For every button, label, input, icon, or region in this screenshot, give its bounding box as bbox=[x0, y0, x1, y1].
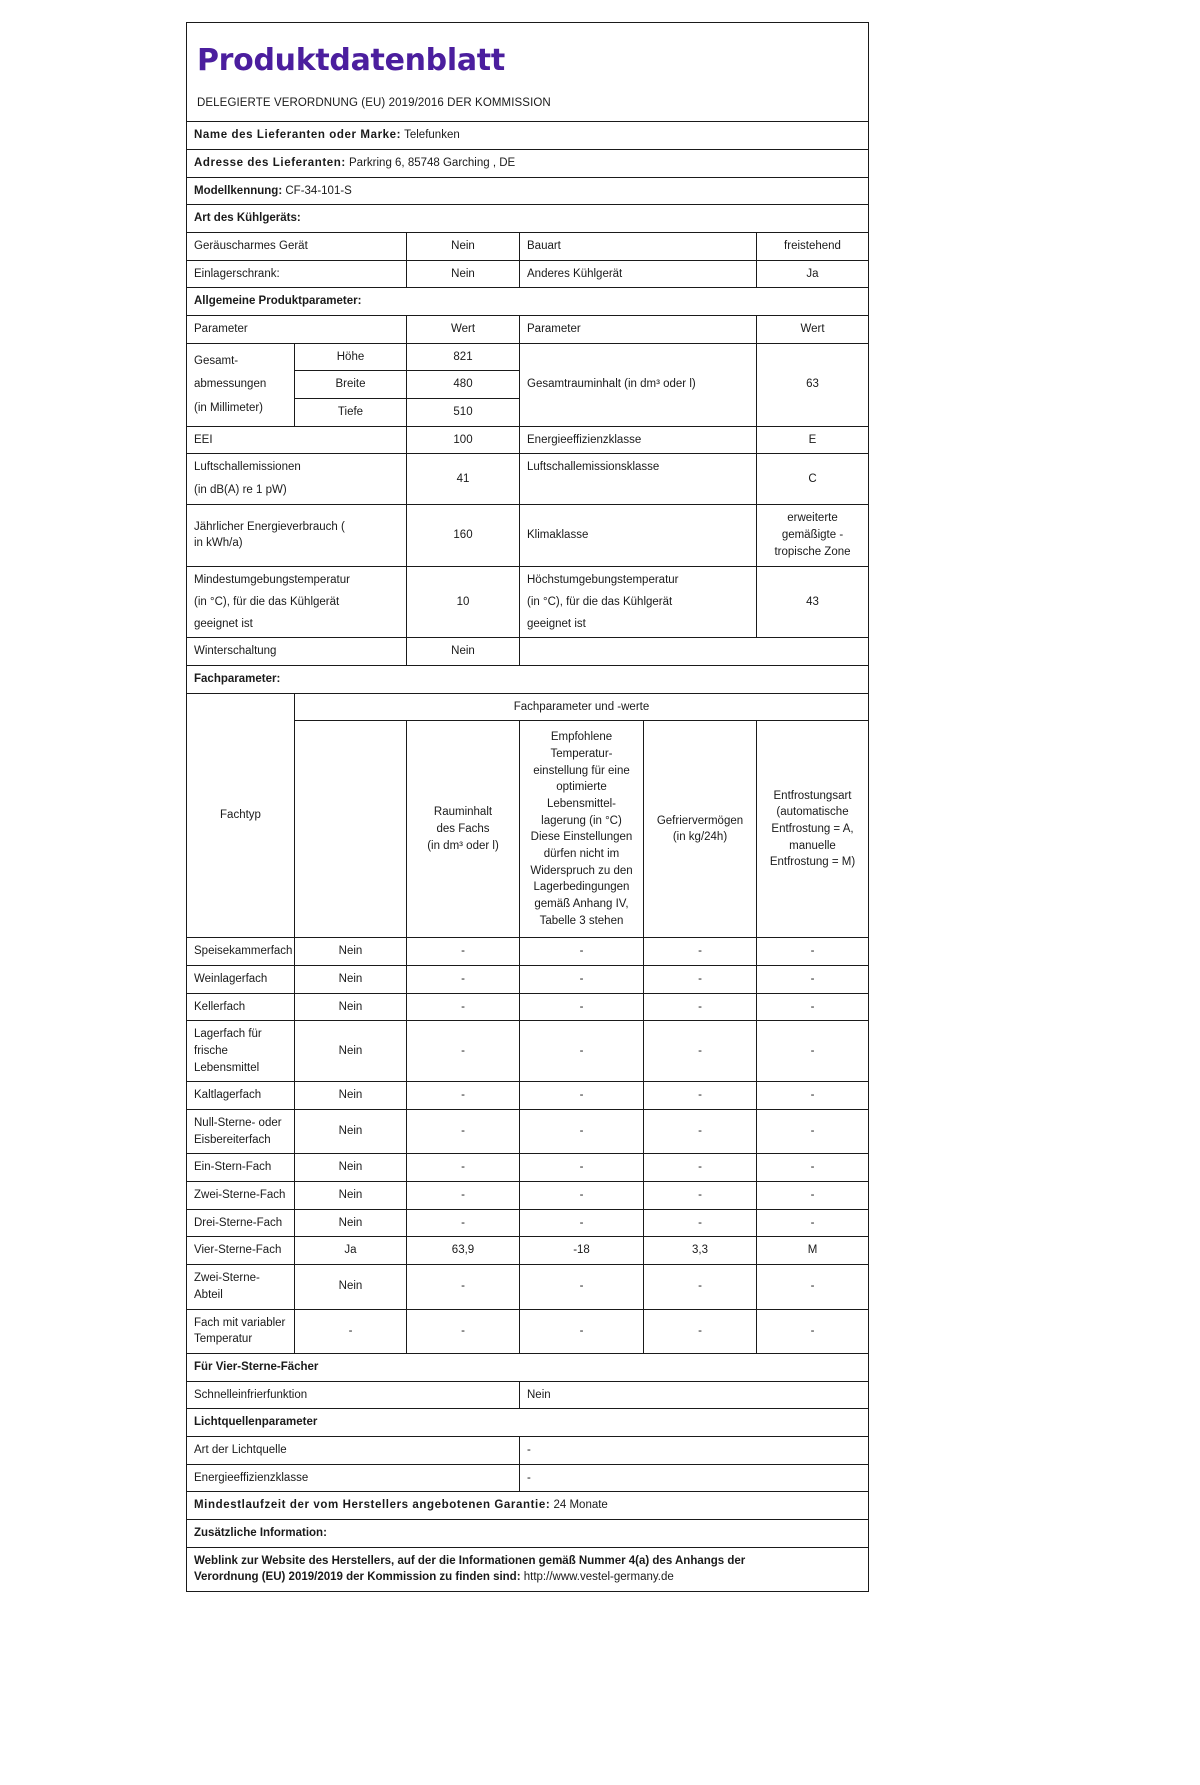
table-row bbox=[187, 426, 869, 454]
appliance-type-title: Art des Kühlgeräts: bbox=[187, 205, 869, 233]
table-row bbox=[187, 1381, 869, 1409]
table-row bbox=[187, 1265, 869, 1309]
compartment-present: Nein bbox=[295, 993, 407, 1021]
max-ambient-value: 43 bbox=[757, 567, 869, 638]
general-column-headers bbox=[187, 315, 869, 343]
compartment-present: - bbox=[295, 1309, 407, 1353]
dimensions-label-line1: Gesamt- bbox=[194, 354, 239, 367]
table-row bbox=[187, 1110, 869, 1154]
temperature-header-line-1: Empfohlene bbox=[550, 731, 613, 744]
table-row bbox=[187, 1082, 869, 1110]
compartment-present: Ja bbox=[295, 1237, 407, 1265]
col-defrost-type bbox=[757, 721, 869, 938]
energy-class-value: E bbox=[757, 426, 869, 454]
compartment-volume: - bbox=[407, 1110, 520, 1154]
compartment-defrost-type: - bbox=[757, 1021, 869, 1082]
compartment-freezing-capacity: - bbox=[644, 1154, 757, 1182]
compartment-temperature: - bbox=[520, 1265, 644, 1309]
compartment-volume: - bbox=[407, 1082, 520, 1110]
compartment-temperature: - bbox=[520, 966, 644, 994]
temperature-header-line-5: Lebensmittel- bbox=[546, 798, 617, 811]
overall-dimensions-label bbox=[187, 343, 295, 426]
low-noise-label: Geräuscharmes Gerät bbox=[187, 232, 407, 260]
light-source-class-label: Energieeffizienzklasse bbox=[187, 1464, 520, 1492]
defrost-header-line-4: manuelle bbox=[789, 839, 836, 852]
table-row bbox=[187, 504, 869, 567]
fast-freeze-value: Nein bbox=[520, 1381, 869, 1409]
compartment-temperature: - bbox=[520, 1021, 644, 1082]
eei-label: EEI bbox=[187, 426, 407, 454]
compartment-volume: - bbox=[407, 966, 520, 994]
table-row bbox=[187, 1237, 869, 1265]
compartment-present: Nein bbox=[295, 938, 407, 966]
energy-class-label: Energieeffizienzklasse bbox=[520, 426, 757, 454]
table-row bbox=[187, 567, 869, 638]
compartment-present: Nein bbox=[295, 1154, 407, 1182]
supplier-cell bbox=[187, 122, 869, 150]
compartment-freezing-capacity: 3,3 bbox=[644, 1237, 757, 1265]
col-compartment-type: Fachtyp bbox=[187, 693, 295, 938]
width-value: 480 bbox=[407, 371, 520, 399]
compartment-volume: - bbox=[407, 993, 520, 1021]
table-row bbox=[187, 638, 869, 666]
storage-cabinet-value: Nein bbox=[407, 260, 520, 288]
compartment-group-header: Fachparameter und -werte bbox=[295, 693, 869, 721]
annual-energy-label bbox=[187, 504, 407, 567]
compartment-volume: - bbox=[407, 1265, 520, 1309]
temperature-header-line-6: lagerung (in °C) bbox=[541, 814, 622, 827]
col-present-blank bbox=[295, 721, 407, 938]
compartment-type: Kellerfach bbox=[187, 993, 295, 1021]
compartment-defrost-type: - bbox=[757, 966, 869, 994]
compartment-present: Nein bbox=[295, 1021, 407, 1082]
climate-class-value: erweiterte gemäßigte - tropische Zone bbox=[757, 504, 869, 567]
freeze-header-line1: Gefriervermögen bbox=[656, 814, 744, 827]
temperature-header-line-11: gemäß Anhang IV, bbox=[534, 898, 629, 911]
temperature-header-line-8: dürfen nicht im bbox=[543, 848, 620, 861]
regulation-subtitle: DELEGIERTE VERORDNUNG (EU) 2019/2016 DER KOMMISSION bbox=[197, 96, 551, 109]
compartment-defrost-type: - bbox=[757, 938, 869, 966]
other-appliance-value: Ja bbox=[757, 260, 869, 288]
noise-label-line1: Luftschallemissionen bbox=[194, 461, 301, 474]
climate-class-label: Klimaklasse bbox=[520, 504, 757, 567]
temperature-header-line-9: Widerspruch zu den bbox=[530, 864, 633, 877]
compartment-temperature: - bbox=[520, 1082, 644, 1110]
compartment-defrost-type: - bbox=[757, 1154, 869, 1182]
col-recommended-temperature bbox=[520, 721, 644, 938]
compartment-volume: - bbox=[407, 1021, 520, 1082]
compartment-freezing-capacity: - bbox=[644, 1021, 757, 1082]
warranty-cell bbox=[187, 1492, 869, 1520]
compartment-defrost-type: - bbox=[757, 1309, 869, 1353]
title-row bbox=[187, 23, 869, 122]
compartment-volume: - bbox=[407, 1209, 520, 1237]
annual-energy-value: 160 bbox=[407, 504, 520, 567]
supplier-value: Telefunken bbox=[404, 129, 460, 142]
defrost-header-lines bbox=[764, 788, 861, 871]
compartment-volume: - bbox=[407, 1309, 520, 1353]
table-row bbox=[187, 1309, 869, 1353]
compartment-type: Zwei-Sterne-Abteil bbox=[187, 1265, 295, 1309]
address-cell bbox=[187, 149, 869, 177]
compartment-freezing-capacity: - bbox=[644, 1182, 757, 1210]
compartment-rows bbox=[187, 938, 869, 1353]
depth-value: 510 bbox=[407, 398, 520, 426]
warranty-value: 24 Monate bbox=[553, 1499, 608, 1512]
model-cell bbox=[187, 177, 869, 205]
page-title: Produktdatenblatt bbox=[197, 43, 505, 78]
min-ambient-line2: (in °C), für die das Kühlgerät bbox=[194, 596, 340, 608]
table-row bbox=[187, 1154, 869, 1182]
construction-value: freistehend bbox=[757, 232, 869, 260]
compartment-type: Zwei-Sterne-Fach bbox=[187, 1182, 295, 1210]
model-value: CF-34-101-S bbox=[285, 184, 352, 197]
winter-setting-empty bbox=[520, 638, 869, 666]
compartment-volume: - bbox=[407, 1154, 520, 1182]
winter-setting-value: Nein bbox=[407, 638, 520, 666]
address-value: Parkring 6, 85748 Garching , DE bbox=[349, 156, 516, 169]
max-ambient-line2: (in °C), für die das Kühlgerät bbox=[527, 596, 673, 608]
winter-setting-label: Winterschaltung bbox=[187, 638, 407, 666]
compartment-freezing-capacity: - bbox=[644, 938, 757, 966]
compartment-type: Lagerfach für frische Lebensmittel bbox=[187, 1021, 295, 1082]
address-label: Adresse des Lieferanten: bbox=[194, 156, 346, 169]
compartment-temperature: - bbox=[520, 1182, 644, 1210]
eei-value: 100 bbox=[407, 426, 520, 454]
fast-freeze-label: Schnelleinfrierfunktion bbox=[187, 1381, 520, 1409]
table-row bbox=[187, 938, 869, 966]
col-value-left: Wert bbox=[407, 315, 520, 343]
compartment-defrost-type: - bbox=[757, 1265, 869, 1309]
compartment-defrost-type: - bbox=[757, 1082, 869, 1110]
col-compartment-volume bbox=[407, 721, 520, 938]
compartment-type: Fach mit variabler Temperatur bbox=[187, 1309, 295, 1353]
col-parameter-right: Parameter bbox=[520, 315, 757, 343]
temperature-header-line-2: Temperatur- bbox=[550, 748, 613, 761]
four-star-section-header bbox=[187, 1353, 869, 1381]
compartment-type: Speisekammerfach bbox=[187, 938, 295, 966]
col-freezing-capacity bbox=[644, 721, 757, 938]
storage-cabinet-label: Einlagerschrank: bbox=[187, 260, 407, 288]
compartment-defrost-type: - bbox=[757, 993, 869, 1021]
compartment-present: Nein bbox=[295, 1110, 407, 1154]
table-row bbox=[187, 966, 869, 994]
table-row bbox=[187, 1209, 869, 1237]
compartment-present: Nein bbox=[295, 1209, 407, 1237]
compartment-defrost-type: - bbox=[757, 1209, 869, 1237]
table-row bbox=[187, 454, 869, 504]
additional-info-header bbox=[187, 1519, 869, 1547]
appliance-type-section-header bbox=[187, 205, 869, 233]
compartment-temperature: - bbox=[520, 938, 644, 966]
temperature-header-line-7: Diese Einstellungen bbox=[530, 831, 633, 844]
total-volume-value: 63 bbox=[757, 343, 869, 426]
min-ambient-line3: geeignet ist bbox=[194, 617, 253, 630]
defrost-header-line-3: Entfrostung = A, bbox=[771, 823, 854, 836]
min-ambient-value: 10 bbox=[407, 567, 520, 638]
defrost-header-line-2: (automatische bbox=[776, 806, 849, 819]
compartment-freezing-capacity: - bbox=[644, 1082, 757, 1110]
compartment-section-title: Fachparameter: bbox=[187, 666, 869, 694]
compartment-type: Ein-Stern-Fach bbox=[187, 1154, 295, 1182]
compartment-present: Nein bbox=[295, 1265, 407, 1309]
low-noise-value: Nein bbox=[407, 232, 520, 260]
weblink-url[interactable]: http://www.vestel-germany.de bbox=[523, 1571, 674, 1584]
compartment-type: Vier-Sterne-Fach bbox=[187, 1237, 295, 1265]
volume-header-line3: (in dm³ oder l) bbox=[427, 839, 499, 852]
depth-label: Tiefe bbox=[295, 398, 407, 426]
compartment-freezing-capacity: - bbox=[644, 993, 757, 1021]
compartment-type: Kaltlagerfach bbox=[187, 1082, 295, 1110]
dimensions-label-line3: (in Millimeter) bbox=[194, 401, 263, 414]
compartment-freezing-capacity: - bbox=[644, 1265, 757, 1309]
compartment-type: Drei-Sterne-Fach bbox=[187, 1209, 295, 1237]
table-row bbox=[187, 1182, 869, 1210]
light-source-type-value: - bbox=[520, 1436, 869, 1464]
compartment-temperature: - bbox=[520, 1309, 644, 1353]
compartment-freezing-capacity: - bbox=[644, 1309, 757, 1353]
compartment-present: Nein bbox=[295, 966, 407, 994]
weblink-line1: Weblink zur Website des Herstellers, auf der die Informationen gemäß Nummer 4(a) des Anhangs der bbox=[194, 1554, 746, 1567]
width-label: Breite bbox=[295, 371, 407, 399]
table-row bbox=[187, 1436, 869, 1464]
compartment-group-header-row bbox=[187, 693, 869, 721]
noise-label bbox=[187, 454, 407, 504]
noise-class-value: C bbox=[757, 454, 869, 504]
temperature-header-line-12: Tabelle 3 stehen bbox=[539, 914, 624, 927]
table-row bbox=[187, 1021, 869, 1082]
compartment-volume: - bbox=[407, 1182, 520, 1210]
compartment-present: Nein bbox=[295, 1082, 407, 1110]
compartment-volume: 63,9 bbox=[407, 1237, 520, 1265]
noise-label-line2: (in dB(A) re 1 pW) bbox=[194, 483, 287, 496]
table-row bbox=[187, 993, 869, 1021]
temperature-header-lines bbox=[526, 729, 637, 929]
compartment-defrost-type: M bbox=[757, 1237, 869, 1265]
volume-header-line2: des Fachs bbox=[436, 823, 490, 836]
temperature-header-line-3: einstellung für eine bbox=[533, 764, 630, 777]
compartment-freezing-capacity: - bbox=[644, 1110, 757, 1154]
max-ambient-line1: Höchstumgebungstemperatur bbox=[527, 574, 679, 587]
construction-label: Bauart bbox=[520, 232, 757, 260]
weblink-line2: Verordnung (EU) 2019/2019 der Kommission zu finden sind: bbox=[194, 1571, 521, 1584]
max-ambient-line3: geeignet ist bbox=[527, 617, 586, 630]
general-section-title: Allgemeine Produktparameter: bbox=[187, 288, 869, 316]
table-row bbox=[187, 260, 869, 288]
total-volume-label: Gesamtrauminhalt (in dm³ oder l) bbox=[520, 343, 757, 426]
compartment-temperature: - bbox=[520, 1209, 644, 1237]
compartment-defrost-type: - bbox=[757, 1110, 869, 1154]
weblink-cell bbox=[187, 1547, 869, 1591]
warranty-row bbox=[187, 1492, 869, 1520]
address-row bbox=[187, 149, 869, 177]
annual-energy-line2: in kWh/a) bbox=[194, 537, 243, 550]
compartment-freezing-capacity: - bbox=[644, 1209, 757, 1237]
min-ambient-label bbox=[187, 567, 407, 638]
light-source-class-value: - bbox=[520, 1464, 869, 1492]
datasheet-table bbox=[186, 22, 869, 1592]
product-datasheet bbox=[186, 22, 868, 1592]
light-source-type-label: Art der Lichtquelle bbox=[187, 1436, 520, 1464]
noise-value: 41 bbox=[407, 454, 520, 504]
other-appliance-label: Anderes Kühlgerät bbox=[520, 260, 757, 288]
four-star-section-title: Für Vier-Sterne-Fächer bbox=[187, 1353, 869, 1381]
height-value: 821 bbox=[407, 343, 520, 371]
additional-info-title: Zusätzliche Information: bbox=[187, 1519, 869, 1547]
noise-class-label: Luftschallemissionsklasse bbox=[520, 454, 757, 504]
max-ambient-label bbox=[520, 567, 757, 638]
defrost-header-line-5: Entfrostung = M) bbox=[769, 856, 856, 869]
model-label: Modellkennung: bbox=[194, 184, 283, 197]
temperature-header-line-10: Lagerbedingungen bbox=[533, 881, 630, 894]
compartment-type: Null-Sterne- oder Eisbereiterfach bbox=[187, 1110, 295, 1154]
supplier-label: Name des Lieferanten oder Marke: bbox=[194, 129, 402, 142]
temperature-header-line-4: optimierte bbox=[556, 781, 607, 794]
warranty-label: Mindestlaufzeit der vom Herstellers angebotenen Garantie: bbox=[194, 1499, 551, 1512]
weblink-line2-wrap bbox=[194, 1569, 861, 1586]
table-row bbox=[187, 232, 869, 260]
defrost-header-line-1: Entfrostungsart bbox=[773, 789, 852, 802]
freeze-header-line2: (in kg/24h) bbox=[672, 831, 728, 844]
col-parameter-left: Parameter bbox=[187, 315, 407, 343]
volume-header-line1: Rauminhalt bbox=[433, 806, 493, 819]
compartment-type: Weinlagerfach bbox=[187, 966, 295, 994]
title-cell bbox=[187, 23, 869, 122]
model-row bbox=[187, 177, 869, 205]
general-section-header bbox=[187, 288, 869, 316]
light-source-section-title: Lichtquellenparameter bbox=[187, 1409, 869, 1437]
light-source-section-header bbox=[187, 1409, 869, 1437]
height-label: Höhe bbox=[295, 343, 407, 371]
compartment-temperature: - bbox=[520, 1154, 644, 1182]
table-row bbox=[187, 343, 869, 371]
dimensions-label-line2: abmessungen bbox=[194, 378, 267, 391]
compartment-defrost-type: - bbox=[757, 1182, 869, 1210]
compartment-temperature: - bbox=[520, 1110, 644, 1154]
annual-energy-line1: Jährlicher Energieverbrauch ( bbox=[194, 520, 345, 533]
min-ambient-line1: Mindestumgebungstemperatur bbox=[194, 574, 350, 587]
supplier-row bbox=[187, 122, 869, 150]
compartment-temperature: -18 bbox=[520, 1237, 644, 1265]
table-row bbox=[187, 1464, 869, 1492]
compartment-freezing-capacity: - bbox=[644, 966, 757, 994]
compartment-temperature: - bbox=[520, 993, 644, 1021]
compartment-section-header bbox=[187, 666, 869, 694]
compartment-volume: - bbox=[407, 938, 520, 966]
weblink-row bbox=[187, 1547, 869, 1591]
compartment-present: Nein bbox=[295, 1182, 407, 1210]
col-value-right: Wert bbox=[757, 315, 869, 343]
